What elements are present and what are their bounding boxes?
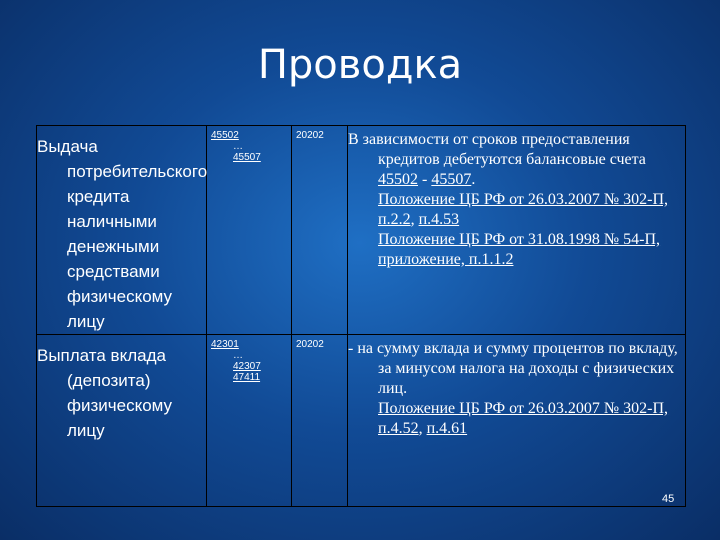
regulation-link[interactable]: п.4.61 — [426, 420, 468, 437]
debit-accounts — [207, 126, 291, 163]
credit-cell — [292, 126, 348, 335]
description — [348, 335, 685, 439]
debit-ellipsis: … — [233, 350, 243, 361]
description-text: В зависимости от сроков предоставления кредитов дебетуются балансовые счета — [348, 131, 646, 168]
operation-label: Выдача потребительского кредита наличными денежными средствами физическому лицу — [37, 137, 208, 331]
credit-account: 20202 — [296, 339, 324, 350]
slide-title: Проводка — [257, 42, 463, 88]
operation-cell — [37, 126, 207, 335]
credit-account: 20202 — [296, 130, 324, 141]
separator: , — [410, 211, 419, 228]
description-cell — [348, 126, 686, 335]
postings-table — [36, 125, 686, 507]
account-link[interactable]: 45502 — [378, 171, 418, 188]
debit-cell — [207, 126, 292, 335]
debit-account: 45502 — [211, 130, 239, 141]
separator: - — [418, 171, 432, 188]
regulation-link[interactable]: Положение ЦБ РФ от 26.03.2007 № 302-П, п.2.2 — [378, 191, 669, 228]
page-number: 45 — [662, 493, 675, 505]
table-row — [37, 126, 686, 335]
debit-ellipsis: … — [233, 141, 243, 152]
separator: , — [418, 420, 427, 437]
operation-label: Выплата вклада (депозита) физическому лицу — [37, 346, 173, 440]
credit-cell — [292, 335, 348, 507]
debit-account: 42307 — [233, 361, 261, 372]
description-text: - на сумму вклада и сумму процентов по вкладу, за минусом налога на доходы с физических лиц. — [348, 340, 678, 397]
regulation-link[interactable]: Положение ЦБ РФ от 31.08.1998 № 54-П, приложение, п.1.1.2 — [378, 231, 661, 268]
debit-accounts — [207, 335, 291, 383]
regulation-link[interactable]: п.4.53 — [418, 211, 460, 228]
debit-account: 45507 — [233, 152, 261, 163]
description-cell — [348, 335, 686, 507]
description — [348, 126, 685, 270]
operation-cell — [37, 335, 207, 507]
account-link[interactable]: 45507 — [431, 171, 472, 188]
debit-account: 47411 — [233, 372, 261, 383]
debit-account: 42301 — [211, 339, 239, 350]
table-row — [37, 335, 686, 507]
period: . — [471, 171, 476, 188]
regulation-link[interactable]: Положение ЦБ РФ от 26.03.2007 № 302-П, п.4.52 — [378, 400, 669, 437]
debit-cell — [207, 335, 292, 507]
